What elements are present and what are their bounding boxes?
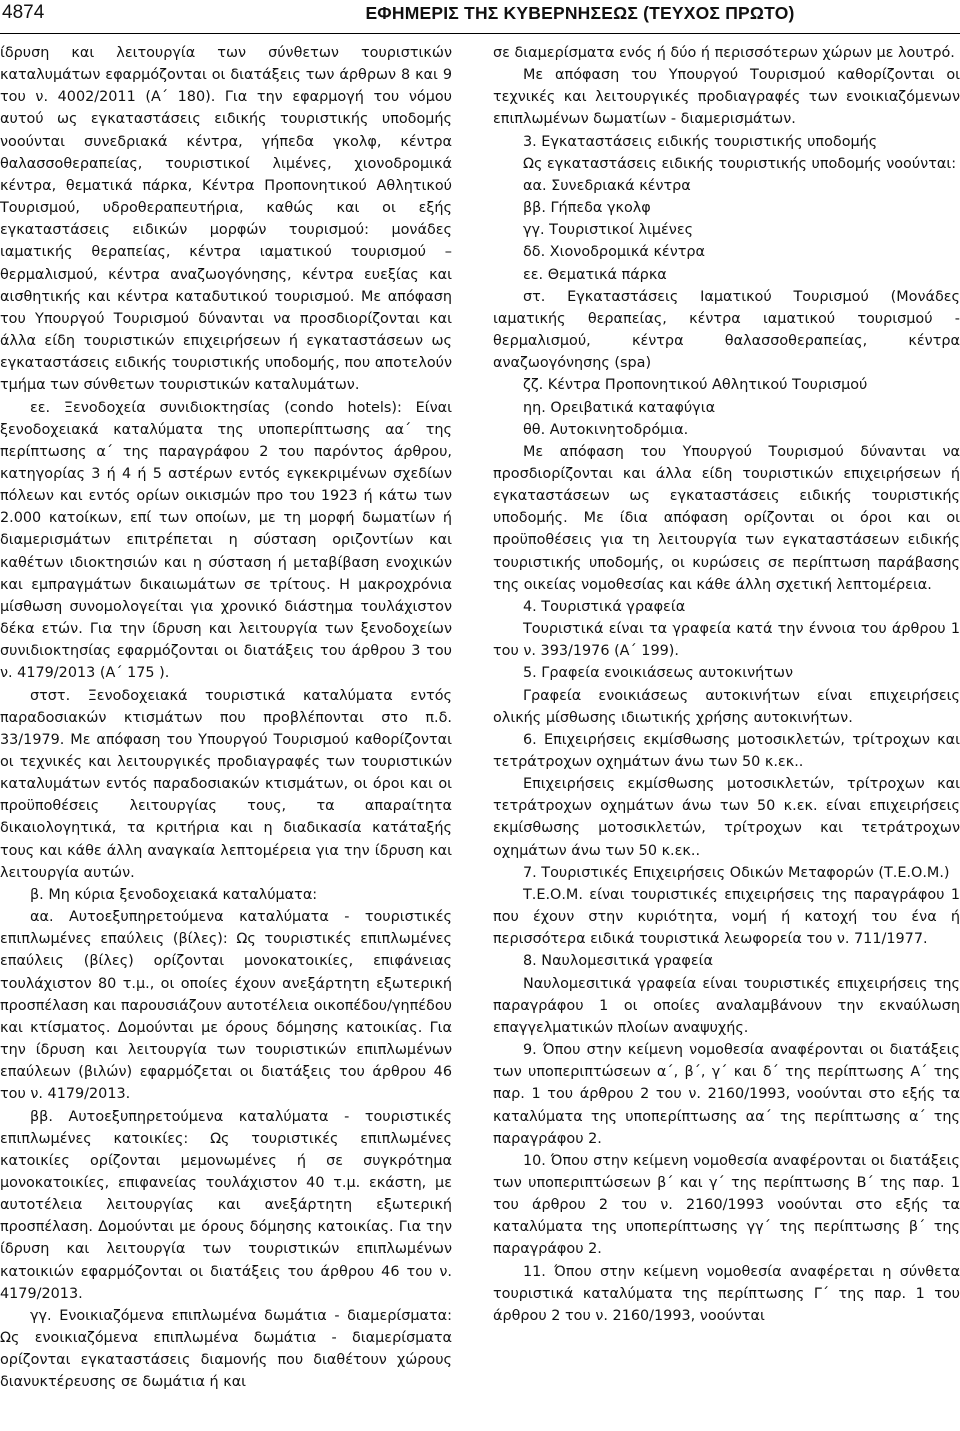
paragraph: 8. Ναυλομεσιτικά γραφεία (523, 953, 713, 970)
paragraph: εε. Θεματικά πάρκα (523, 266, 667, 283)
page-number: 4874 (2, 2, 45, 23)
paragraph: 4. Τουριστικά γραφεία (523, 598, 686, 615)
paragraph: Τουριστικά είναι τα γραφεία κατά την έννοια του άρθρου 1 του ν. 393/1976 (Α΄ 199). (493, 621, 960, 660)
paragraph: 5. Γραφεία ενοικιάσεως αυτοκινήτων (523, 665, 793, 682)
right-column (493, 42, 960, 1327)
paragraph: 10. Όπου στην κείμενη νομοθεσία αναφέρονται οι διατάξεις των υποπεριπτώσεων β΄ και γ΄ της περίπτωσης Β΄ της παρ. 1 του άρθρου 2 του ν. 2160/1993 νοούνται στο εξής τα καταλύματα της υποπερίπτωσης γγ΄ της περίπτωσης β΄ της παραγράφου 2. (493, 1152, 960, 1258)
paragraph: αα. Αυτοεξυπηρετούμενα καταλύματα - τουριστικές επιπλωμένες επαύλεις (βίλες): Ως τουριστικές επιπλωμένες επαύλεις (βίλες) ορίζονται μονοκατοικίες, επιφάνειας τουλάχιστον 80 τ.μ., οι οποίες έχουν ανεξάρτητη εξωτερική προσπέλαση και παρουσιάζουν αυτοτέλεια οικοπέδου/γηπέδου και κτίσματος. Δομούνται με όρους δόμησης κατοικίας. Για την ίδρυση και λειτουργία των τουριστικών επιπλωμένων επαύλεων (βιλών) εφαρμόζεται οι διατάξεις του άρθρου 46 του ν. 4179/2013. (0, 909, 452, 1103)
paragraph: ίδρυση και λειτουργία των σύνθετων τουριστικών καταλυμάτων εφαρμόζονται οι διατάξεις των άρθρων 8 και 9 του ν. 4002/2011 (Α΄ 180). Για την εφαρμογή του νόμου αυτού ως εγκαταστάσεις ειδικής τουριστικής υποδομής νοούνται συνεδριακά κέντρα, γήπεδα γκολφ, κέντρα θαλασσοθεραπείας, τουριστικοί λιμένες, χιονοδρομικά κέντρα, θεματικά πάρκα, Κέντρα Προπονητικού Αθλητικού Τουρισμού, υδροθεραπευτήρια, καθώς και οι εξής εγκαταστάσεις ειδικών μορφών τουρισμού: μονάδες ιαματικής θεραπείας, κέντρα ιαματικού τουρισμού – θερμαλισμού, κέντρα αναζωογόνησης, κέντρα ευεξίας και αισθητικής και κέντρα καταδυτικού τουρισμού. Με απόφαση του Υπουργού Τουρισμού δύνανται να προσδιορίζονται και άλλα είδη τουριστικών επιχειρήσεων ή εγκαταστάσεων ως εγκαταστάσεις ειδικής τουριστικής υποδομής, που αποτελούν τμήμα των σύνθετων τουριστικών καταλυμάτων. (0, 45, 452, 394)
paragraph: 9. Όπου στην κείμενη νομοθεσία αναφέρονται οι διατάξεις των υποπεριπτώσεων α΄, β΄, γ΄ και δ΄ της περίπτωσης Α΄ της παρ. 1 του άρθρου 2 του ν. 2160/1993, νοούνται στο εξής τα καταλύματα της υποπερίπτωσης αα΄ της περίπτωσης α΄ της παραγράφου 2. (493, 1042, 960, 1147)
paragraph: Γραφεία ενοικιάσεως αυτοκινήτων είναι επιχειρήσεις ολικής μίσθωσης ιδιωτικής χρήσης αυτοκινήτων. (493, 687, 960, 726)
gazette-title: ΕΦΗΜΕΡΙΣ ΤΗΣ ΚΥΒΕΡΝΗΣΕΩΣ (ΤΕΥΧΟΣ ΠΡΩΤΟ) (365, 3, 795, 23)
paragraph: ηη. Ορειβατικά καταφύγια (523, 399, 716, 416)
paragraph: Με απόφαση του Υπουργού Τουρισμού δύνανται να προσδιορίζονται και άλλα είδη τουριστικών επιχειρήσεων ή εγκαταστάσεων ως εγκαταστάσεις ειδικής τουριστικής υποδομής. Με ίδια απόφαση ορίζονται οι όροι και οι προϋποθέσεις για τη λειτουργία των εγκαταστάσεων ειδικής τουριστικής υποδομής, οι κυρώσεις σε περίπτωση παράβασης της οικείας νομοθεσίας και κάθε άλλη σχετική λεπτομέρεια. (493, 443, 960, 593)
paragraph: ζζ. Κέντρα Προπονητικού Αθλητικού Τουρισμού (523, 377, 868, 394)
paragraph: αα. Συνεδριακά κέντρα (523, 177, 691, 194)
paragraph: 7. Τουριστικές Επιχειρήσεις Οδικών Μεταφορών (Τ.Ε.Ο.Μ.) (523, 864, 950, 881)
paragraph: 3. Εγκαταστάσεις ειδικής τουριστικής υποδομής (523, 133, 878, 150)
paragraph: 6. Επιχειρήσεις εκμίσθωσης μοτοσικλετών, τρίτροχων και τετράτροχων οχημάτων άνω των 50 κ.εκ.. (493, 731, 960, 770)
paragraph: στστ. Ξενοδοχειακά τουριστικά καταλύματα εντός παραδοσιακών κτισμάτων που προβλέπονται στο π.δ. 33/1979. Με απόφαση του Υπουργού Τουρισμού καθορίζονται οι τεχνικές και λειτουργικές προδιαγραφές των τουριστικών καταλυμάτων εντός παραδοσιακών κτισμάτων, οι όροι και οι προϋποθέσεις λειτουργίας τους, τα απαραίτητα δικαιολογητικά, τα κριτήρια και η διαδικασία κατάταξής τους και κάθε άλλη αναγκαία λεπτομέρεια για την ίδρυση και λειτουργία αυτών. (0, 687, 452, 881)
paragraph: β. Μη κύρια ξενοδοχειακά καταλύματα: (30, 886, 318, 903)
paragraph: ββ. Γήπεδα γκολφ (523, 200, 651, 217)
paragraph: σε διαμερίσματα ενός ή δύο ή περισσότερων χώρων με λουτρό. (493, 45, 955, 61)
paragraph: γγ. Τουριστικοί λιμένες (523, 222, 694, 239)
paragraph: Επιχειρήσεις εκμίσθωσης μοτοσικλετών, τρίτροχων και τετράτροχων οχημάτων άνω των 50 κ.εκ. είναι επιχειρήσεις εκμίσθωσης μοτοσικλετών, τρίτροχων και τετράτροχων οχημάτων άνω των 50 κ.εκ.. (493, 776, 960, 859)
paragraph: Τ.Ε.Ο.Μ. είναι τουριστικές επιχειρήσεις της παραγράφου 1 που έχουν στην κυριότητα, νομή ή κατοχή του ένα ή περισσότερα ειδικά τουριστικά λεωφορεία του ν. 711/1977. (493, 886, 960, 948)
paragraph: εε. Ξενοδοχεία συνιδιοκτησίας (condo hotels): Είναι ξενοδοχειακά καταλύματα της υποπερίπτωσης αα΄ της περίπτωσης α΄ της παραγράφου 2 του παρόντος άρθρου, κατηγορίας 3 ή 4 ή 5 αστέρων εντός εγκεκριμένων σχεδίων πόλεων και εντός ορίων οικισμών προ του 1923 ή κάτω των 2.000 κατοίκων, επί των οποίων, με τη μορφή δωματίων ή διαμερισμάτων επιτρέπεται η σύσταση οριζοντίων και καθέτων ιδιοκτησιών και η σύσταση ή μεταβίβαση ενοχικών και εμπραγμάτων δικαιωμάτων σε τρίτους. Η μακροχρόνια μίσθωση συνομολογείται για χρονικό διάστημα τουλάχιστον δέκα ετών. Για την ίδρυση και λειτουργία των ξενοδοχείων συνιδιοκτησίας εφαρμόζονται οι διατάξεις του άρθρου 3 του ν. 4179/2013 (Α΄ 175 ). (0, 399, 452, 682)
paragraph: θθ. Αυτοκινητοδρόμια. (523, 421, 689, 438)
paragraph: Ναυλομεσιτικά γραφεία είναι τουριστικές επιχειρήσεις της παραγράφου 1 οι οποίες αναλαμβάνουν την εκναύλωση επαγγελματικών πλοίων αναψυχής. (493, 975, 960, 1036)
paragraph: Ως εγκαταστάσεις ειδικής τουριστικής υποδομής νοούνται: (523, 155, 957, 172)
page-header (0, 0, 960, 30)
paragraph: δδ. Χιονοδρομικά κέντρα (523, 244, 706, 261)
header-rule (0, 33, 960, 34)
left-column (0, 42, 452, 1394)
paragraph: Με απόφαση του Υπουργού Τουρισμού καθορίζονται οι τεχνικές και λειτουργικές προδιαγραφές των ενοικιαζόμενων επιπλωμένων δωματίων - διαμερισμάτων. (493, 67, 960, 128)
paragraph: στ. Εγκαταστάσεις Ιαματικού Τουρισμού (Μονάδες ιαματικής θεραπείας, κέντρα ιαματικού τουρισμού - θερμαλισμού, κέντρα θαλασσοθεραπείας, κέντρα αναζωογόνησης (spa) (493, 288, 960, 372)
paragraph: 11. Όπου στην κείμενη νομοθεσία αναφέρεται η σύνθετα τουριστικά καταλύματα της περίπτωσης Γ΄ της παρ. 1 του άρθρου 2 του ν. 2160/1993, νοούνται (493, 1263, 960, 1324)
paragraph: ββ. Αυτοεξυπηρετούμενα καταλύματα - τουριστικές επιπλωμένες κατοικίες: Ως τουριστικές επιπλωμένες κατοικίες ορίζονται μεμονωμένες ή σε συγκρότημα μονοκατοικίες, επιφανείας τουλάχιστον 40 τ.μ. εκάστη, με αυτοτέλεια λειτουργίας και ανεξάρτητη εξωτερική προσπέλαση. Δομούνται με όρους δόμησης κατοικίας. Για την ίδρυση και λειτουργία των τουριστικών επιπλωμένων κατοικιών εφαρμόζονται οι διατάξεις του άρθρου 46 του ν. 4179/2013. (0, 1108, 452, 1302)
paragraph: γγ. Ενοικιαζόμενα επιπλωμένα δωμάτια - διαμερίσματα: Ως ενοικιαζόμενα επιπλωμένα δωμάτια - διαμερίσματα ορίζονται εγκαταστάσεις διαμονής που διαθέτουν χώρους διανυκτέρευσης σε δωμάτια ή και (0, 1307, 452, 1391)
